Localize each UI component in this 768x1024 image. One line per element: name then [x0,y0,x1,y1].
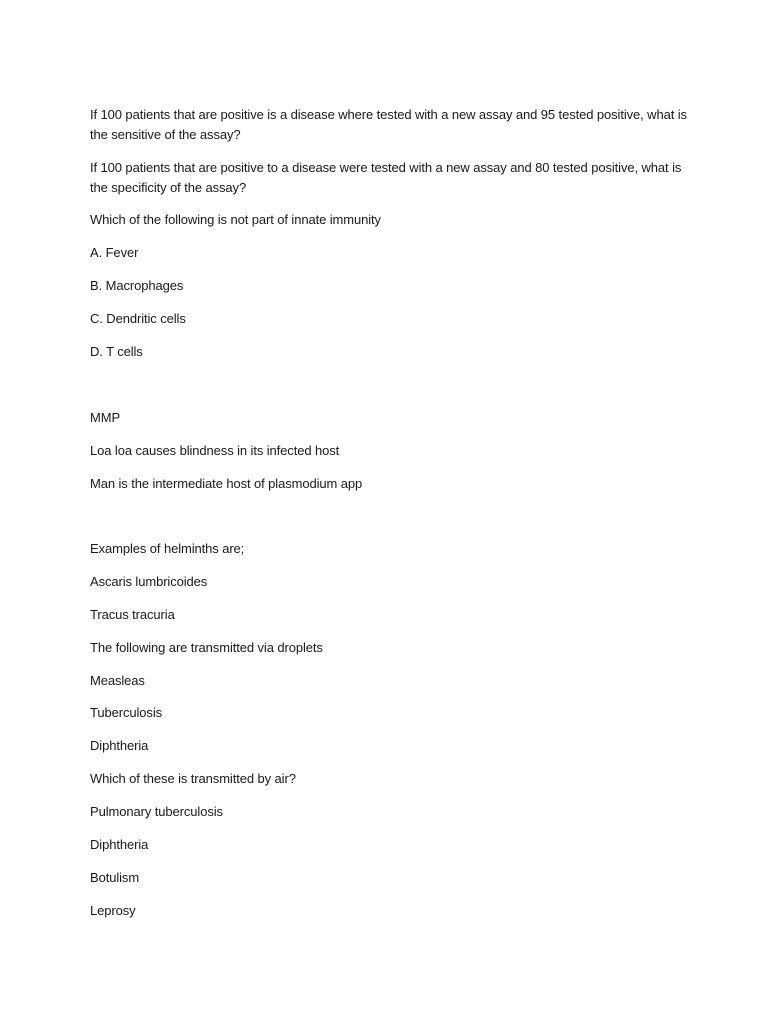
list-item-pulmonary-tuberculosis: Pulmonary tuberculosis [90,804,223,819]
section-heading-mmp: MMP [90,410,121,425]
list-item-leprosy: Leprosy [90,903,136,918]
paragraph-question-sensitivity: If 100 patients that are positive is a disease where tested with a new assay and 95 tested positive, what is the sensitive of the assay? [90,107,687,142]
list-item-tracus: Tracus tracuria [90,607,175,622]
paragraph-question-specificity: If 100 patients that are positive to a disease were tested with a new assay and 80 tested positive, what is the specificity of the assay? [90,160,682,195]
paragraph-loa-loa: Loa loa causes blindness in its infected host [90,443,340,458]
paragraph-droplets-heading: The following are transmitted via droplets [90,640,323,655]
paragraph-airborne-question: Which of these is transmitted by air? [90,771,296,786]
paragraph-helminths-heading: Examples of helminths are; [90,541,245,556]
list-item-ascaris: Ascaris lumbricoides [90,574,208,589]
option-b: B. Macrophages [90,278,184,293]
list-item-diphtheria: Diphtheria [90,738,149,753]
option-c: C. Dendritic cells [90,311,186,326]
list-item-tuberculosis: Tuberculosis [90,705,163,720]
paragraph-question-innate-immunity: Which of the following is not part of innate immunity [90,212,381,227]
list-item-diphtheria-2: Diphtheria [90,837,149,852]
document-page [90,0,690,1024]
paragraph-plasmodium: Man is the intermediate host of plasmodium app [90,476,363,491]
option-a: A. Fever [90,245,139,260]
list-item-measleas: Measleas [90,673,145,688]
list-item-botulism: Botulism [90,870,140,885]
option-d: D. T cells [90,344,143,359]
